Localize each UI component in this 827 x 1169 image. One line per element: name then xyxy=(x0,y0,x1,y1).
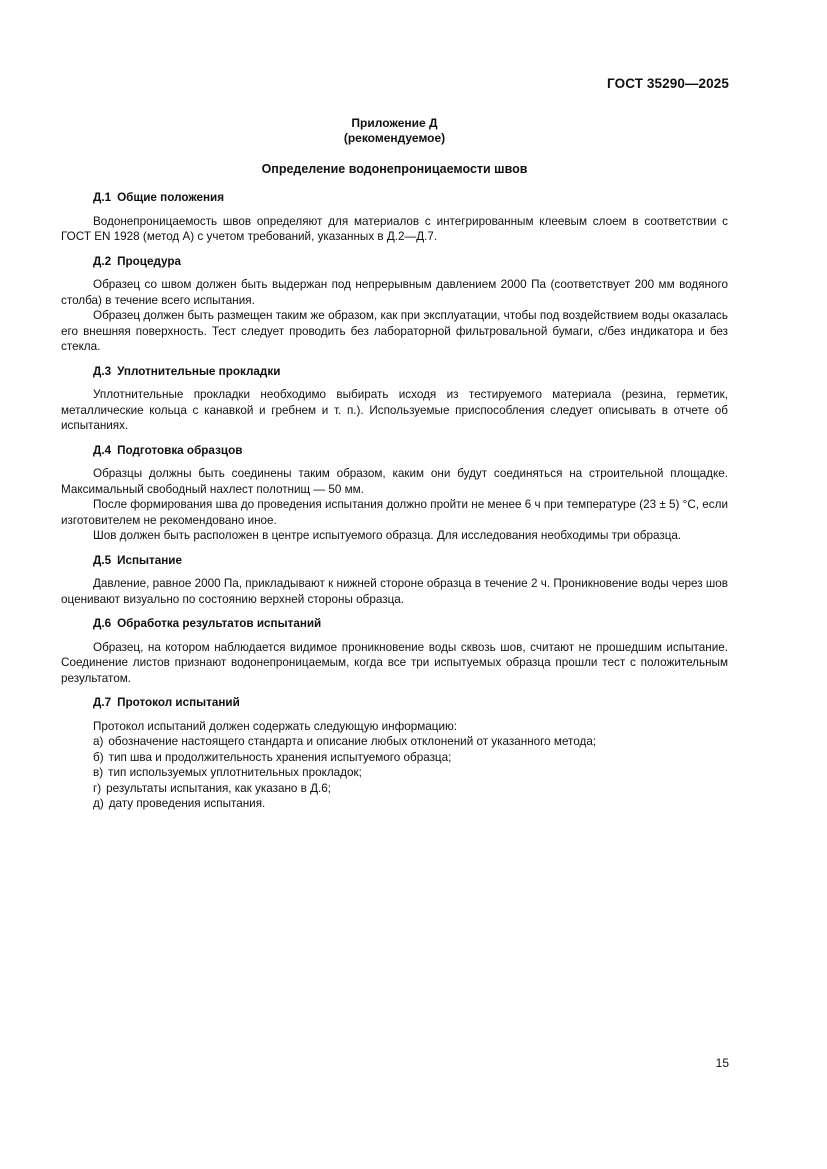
paragraph: После формирования шва до проведения испытания должно пройти не менее 6 ч при температуре (23 ± 5) °С, если изготовителем не рекомендовано иное. xyxy=(61,498,728,527)
section-title: Подготовка образцов xyxy=(117,443,243,457)
section-heading xyxy=(61,364,728,380)
list-marker: в) xyxy=(93,766,104,779)
section-body xyxy=(61,719,728,812)
list-text: обозначение настоящего стандарта и описание любых отклонений от указанного метода; xyxy=(108,735,597,748)
section-heading xyxy=(61,254,728,270)
protocol-list xyxy=(61,734,728,812)
section-d1 xyxy=(61,190,728,245)
paragraph: Образцы должны быть соединены таким образом, каким они будут соединяться на строительной площадке. Максимальный свободный нахлест полотнищ — 50 мм. xyxy=(61,467,728,496)
paragraph: Шов должен быть расположен в центре испытуемого образца. Для исследования необходимы три образца. xyxy=(93,529,682,542)
paragraph: Давление, равное 2000 Па, прикладывают к нижней стороне образца в течение 2 ч. Проникновение воды через шов оценивают визуально по состоянию верхней стороны образца. xyxy=(61,577,728,606)
list-marker: д) xyxy=(93,797,104,810)
list-text: дату проведения испытания. xyxy=(108,797,266,810)
section-heading xyxy=(61,695,728,711)
section-d3 xyxy=(61,364,728,434)
standard-code: ГОСТ 35290—2025 xyxy=(607,76,729,91)
section-title: Протокол испытаний xyxy=(117,696,240,709)
list-marker: б) xyxy=(93,750,104,764)
section-body xyxy=(61,576,728,607)
paragraph: Образец, на котором наблюдается видимое проникновение воды сквозь шов, считают не прошедшим испытание. Соединение листов признают водонепроницаемым, когда все три испытуемых образца прошли тест с положительным результатом. xyxy=(61,640,728,685)
document-body xyxy=(61,190,728,821)
section-number: Д.6 xyxy=(93,617,112,630)
section-number: Д.1 xyxy=(93,191,112,204)
document-title: Определение водонепроницаемости швов xyxy=(261,162,528,176)
list-marker: г) xyxy=(93,781,102,795)
paragraph: Водонепроницаемость швов определяют для материалов с интегрированным клеевым слоем в соответствии с ГОСТ EN 1928 (метод А) с учетом требований, указанных в Д.2—Д.7. xyxy=(61,214,728,243)
section-title: Обработка результатов испытаний xyxy=(117,617,322,630)
section-number: Д.2 xyxy=(93,254,112,268)
list-text: тип используемых уплотнительных прокладок; xyxy=(108,766,362,779)
page-number: 15 xyxy=(715,1056,729,1070)
section-body xyxy=(61,277,728,355)
section-number: Д.7 xyxy=(93,696,112,709)
section-body xyxy=(61,640,728,687)
section-d4 xyxy=(61,443,728,544)
section-title: Испытание xyxy=(117,553,182,567)
section-number: Д.5 xyxy=(93,553,112,567)
section-d5 xyxy=(61,553,728,608)
list-item xyxy=(61,765,728,781)
section-number: Д.3 xyxy=(93,364,112,378)
appendix-status: (рекомендуемое) xyxy=(343,131,446,145)
section-body xyxy=(61,214,728,245)
section-number: Д.4 xyxy=(93,443,112,457)
section-d2 xyxy=(61,254,728,355)
section-heading xyxy=(61,616,728,632)
list-marker: а) xyxy=(93,735,104,748)
section-d6 xyxy=(61,616,728,686)
section-body xyxy=(61,387,728,434)
section-title: Процедура xyxy=(117,254,181,268)
section-title: Уплотнительные прокладки xyxy=(117,364,281,378)
section-heading xyxy=(61,553,728,569)
list-item xyxy=(61,781,728,797)
appendix-title: Приложение Д xyxy=(351,116,438,130)
section-d7 xyxy=(61,695,728,812)
paragraph: Протокол испытаний должен содержать следующую информацию: xyxy=(93,719,458,733)
list-item xyxy=(61,796,728,812)
section-heading xyxy=(61,190,728,206)
paragraph: Образец должен быть размещен таким же образом, как при эксплуатации, чтобы под воздействием воды оказалась его внешняя поверхность. Тест следует проводить без лабораторной фильтровальной бумаги, с/без индикатора и без стекла. xyxy=(61,309,728,353)
list-text: тип шва и продолжительность хранения испытуемого образца; xyxy=(108,750,452,764)
section-title: Общие положения xyxy=(117,191,225,204)
appendix-heading xyxy=(61,116,728,146)
section-body xyxy=(61,466,728,544)
list-text: результаты испытания, как указано в Д.6; xyxy=(106,781,332,795)
list-item xyxy=(61,734,728,750)
paragraph: Образец со швом должен быть выдержан под непрерывным давлением 2000 Па (соответствует 200 мм водяного столба) в течение всего испытания. xyxy=(61,278,728,307)
section-heading xyxy=(61,443,728,459)
list-item xyxy=(61,750,728,766)
paragraph: Уплотнительные прокладки необходимо выбирать исходя из тестируемого материала (резина, герметик, металлические кольца с канавкой и гребнем и т. п.). Используемые приспособления следует описывать в отчете об испытаниях. xyxy=(61,388,728,432)
